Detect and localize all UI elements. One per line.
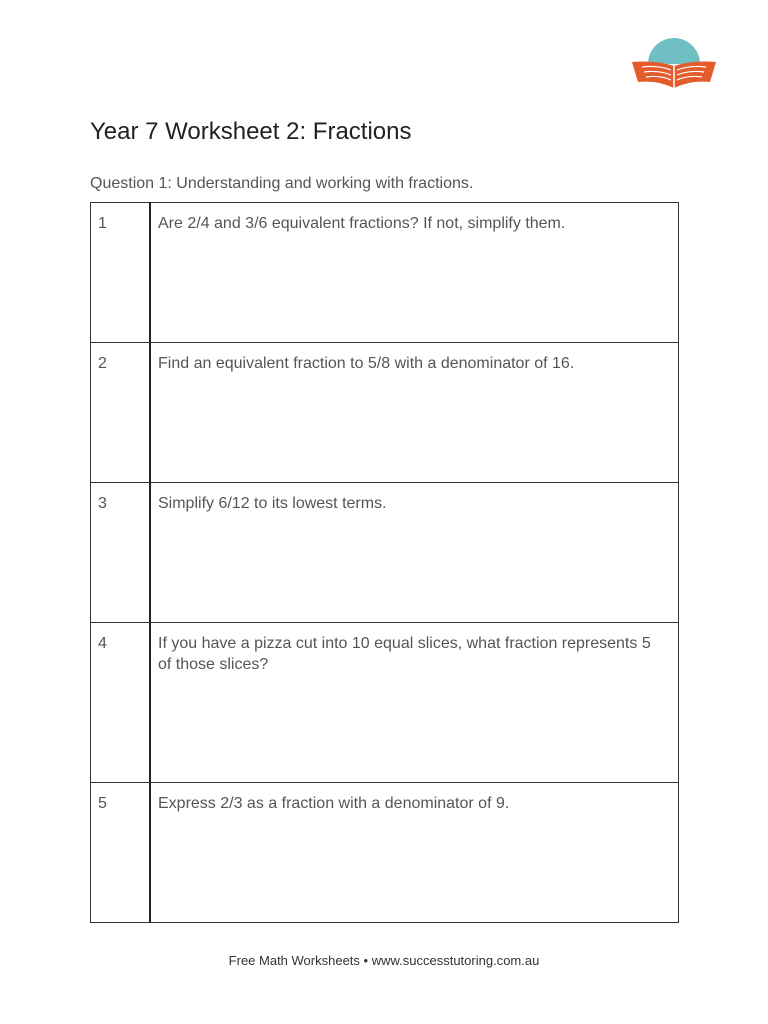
question-table [90,202,679,923]
table-row [91,623,679,783]
table-row [91,343,679,483]
table-row [91,483,679,623]
question-text: Are 2/4 and 3/6 equivalent fractions? If not, simplify them. [150,203,679,343]
worksheet-title: Year 7 Worksheet 2: Fractions [90,118,412,145]
question-number: 4 [91,623,151,783]
question-text: Find an equivalent fraction to 5/8 with a denominator of 16. [150,343,679,483]
question-text: Express 2/3 as a fraction with a denominator of 9. [150,783,679,923]
table-row [91,203,679,343]
table-row [91,783,679,923]
question-text: If you have a pizza cut into 10 equal slices, what fraction represents 5 of those slices? [150,623,679,783]
question-heading: Question 1: Understanding and working with fractions. [90,175,474,192]
open-book-logo-icon [630,36,718,92]
question-text: Simplify 6/12 to its lowest terms. [150,483,679,623]
question-number: 5 [91,783,151,923]
question-number: 2 [91,343,151,483]
footer: Free Math Worksheets • www.successtutoring.com.au [228,953,540,968]
question-number: 1 [91,203,151,343]
question-number: 3 [91,483,151,623]
